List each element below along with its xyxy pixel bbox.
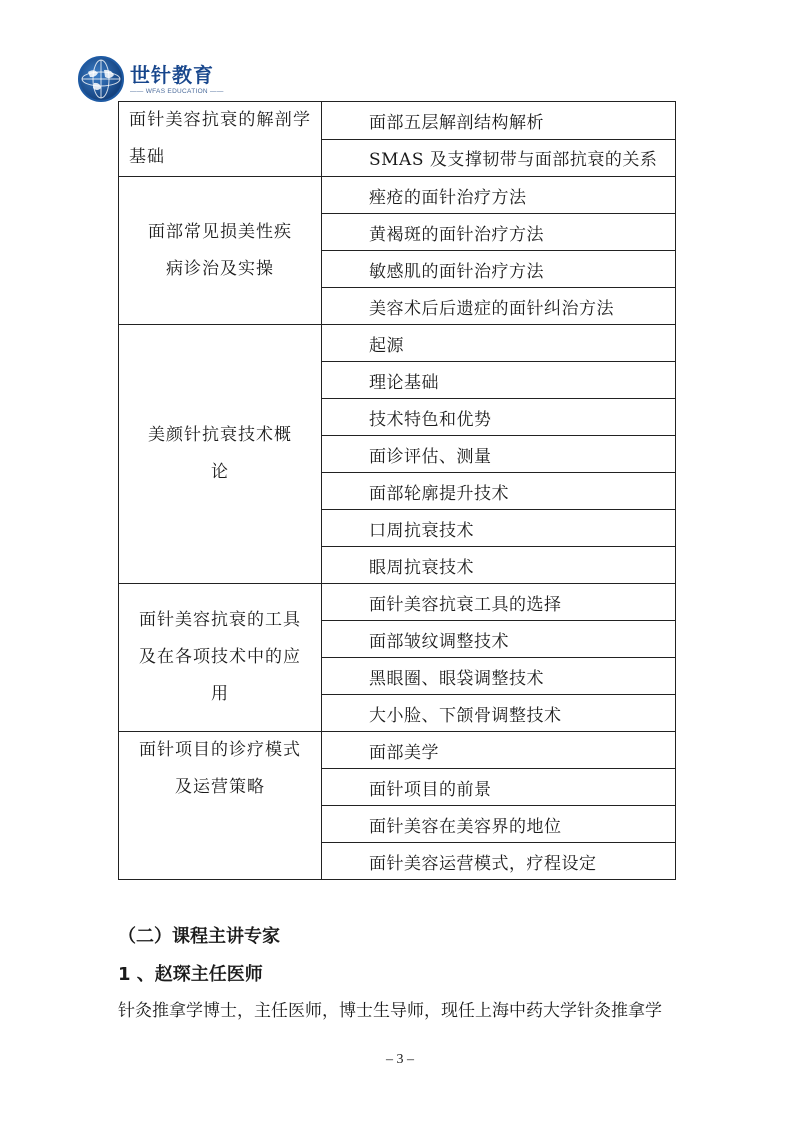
item-cell: 面针项目的前景: [322, 769, 676, 806]
table-row: [119, 325, 676, 362]
item-cell: 痤疮的面针治疗方法: [322, 177, 676, 214]
category-cell: 面部常见损美性疾病诊治及实操: [119, 177, 322, 325]
item-cell: 黑眼圈、眼袋调整技术: [322, 658, 676, 695]
speaker-name: 1 、赵琛主任医师: [118, 964, 263, 985]
item-cell: 黄褐斑的面针治疗方法: [322, 214, 676, 251]
course-table: [118, 101, 676, 880]
category-cell: 面针美容抗衰的工具及在各项技术中的应用: [119, 584, 322, 732]
item-cell: 口周抗衰技术: [322, 510, 676, 547]
category-cell: 面针项目的诊疗模式及运营策略: [119, 732, 322, 880]
speaker-bio: 针灸推拿学博士，主任医师，博士生导师，现任上海中药大学针灸推拿学: [118, 1001, 662, 1021]
item-cell: 面部美学: [322, 732, 676, 769]
item-cell: 技术特色和优势: [322, 399, 676, 436]
category-cell: 面针美容抗衰的解剖学基础: [119, 102, 322, 177]
section-title: （二）课程主讲专家: [118, 926, 280, 947]
logo-name-en: —— WFAS EDUCATION ——: [130, 87, 224, 95]
item-cell: 理论基础: [322, 362, 676, 399]
item-cell: 面部皱纹调整技术: [322, 621, 676, 658]
category-cell: 美颜针抗衰技术概论: [119, 325, 322, 584]
table-row: [119, 102, 676, 140]
item-cell: 起源: [322, 325, 676, 362]
item-cell: 美容术后后遗症的面针纠治方法: [322, 288, 676, 325]
item-cell: 面针美容运营模式，疗程设定: [322, 843, 676, 880]
table-row: [119, 732, 676, 769]
item-cell: 面诊评估、测量: [322, 436, 676, 473]
wfas-education-logo: [78, 56, 224, 102]
item-cell: 大小脸、下颌骨调整技术: [322, 695, 676, 732]
table-row: [119, 177, 676, 214]
logo-name-cn: 世针教育: [130, 62, 214, 87]
item-cell: SMAS 及支撑韧带与面部抗衰的关系: [322, 139, 676, 177]
table-row: [119, 584, 676, 621]
item-cell: 面针美容抗衰工具的选择: [322, 584, 676, 621]
item-cell: 眼周抗衰技术: [322, 547, 676, 584]
page-number: – 3 –: [386, 1052, 414, 1067]
item-cell: 面针美容在美容界的地位: [322, 806, 676, 843]
item-cell: 敏感肌的面针治疗方法: [322, 251, 676, 288]
item-cell: 面部轮廓提升技术: [322, 473, 676, 510]
item-cell: 面部五层解剖结构解析: [322, 102, 676, 140]
globe-icon: [78, 56, 124, 102]
